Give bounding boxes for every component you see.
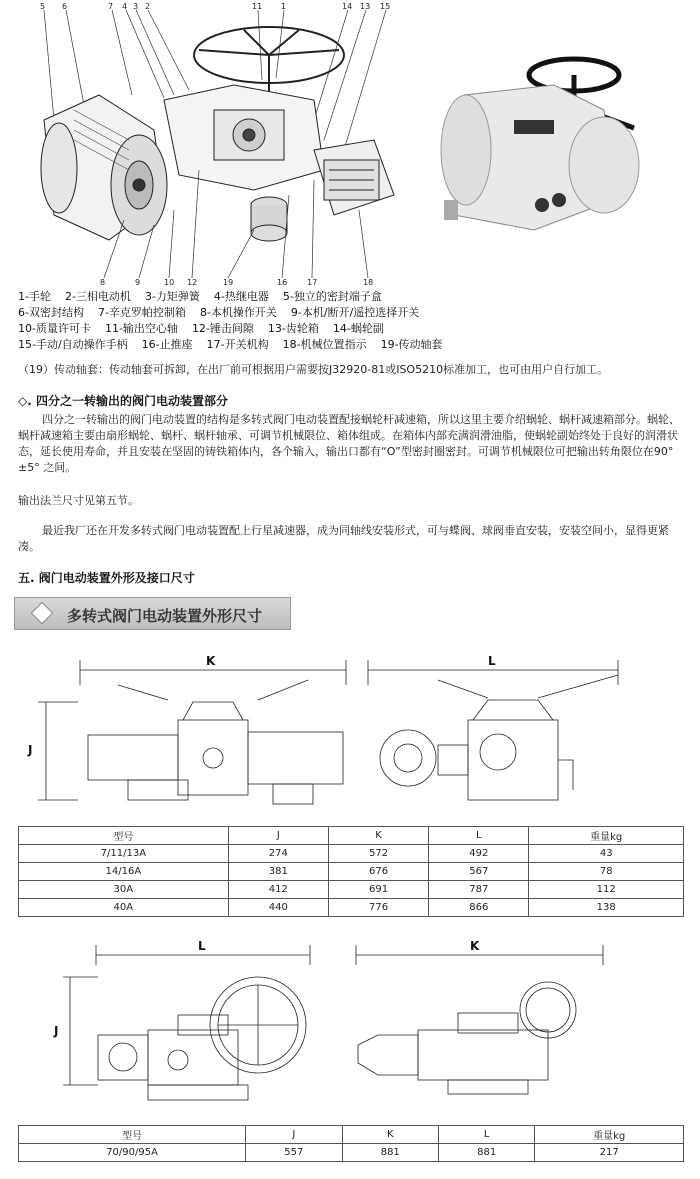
table-row — [19, 881, 684, 899]
callout-18: 18 — [363, 278, 374, 287]
table-header: J — [246, 1126, 342, 1144]
table-cell: 412 — [228, 881, 328, 899]
callout-11: 11 — [252, 2, 263, 11]
table-header: K — [328, 827, 428, 845]
callout-17: 17 — [307, 278, 318, 287]
table-row — [19, 899, 684, 917]
dim-label-l-2: L — [198, 939, 206, 953]
table-cell: 30A — [19, 881, 229, 899]
dimension-drawing-2 — [18, 935, 684, 1119]
table-header-row — [19, 827, 684, 845]
table-cell: 572 — [328, 845, 428, 863]
callout-9: 9 — [135, 278, 141, 287]
callout-3: 3 — [133, 2, 139, 11]
callout-2: 2 — [145, 2, 151, 11]
callout-4: 4 — [122, 2, 128, 11]
dim-label-k-2: K — [470, 939, 480, 953]
table-cell: 881 — [438, 1144, 534, 1162]
table-cell: 787 — [429, 881, 529, 899]
note-19: （19）传动轴套：传动轴套可拆卸，在出厂前可根据用户需要按J32920-81或ISO5210标准加工，也可由用户自行加工。 — [18, 363, 609, 376]
dimension-drawing-1 — [18, 640, 684, 822]
legend-item: 16-止推座 — [141, 338, 193, 351]
legend-item: 11-输出空心轴 — [104, 322, 178, 335]
table-header: K — [342, 1126, 438, 1144]
callout-7: 7 — [108, 2, 114, 11]
table-header: J — [228, 827, 328, 845]
table-cell: 881 — [342, 1144, 438, 1162]
legend-item: 10-质量许可卡 — [18, 322, 91, 335]
section-4-paragraph: 四分之一转输出的阀门电动装置的结构是多转式阀门电动装置配接蜗轮杆减速箱，所以这里主要介绍蜗轮、蜗杆减速箱部分。蜗轮、蜗杆减速箱主要由扇形蜗轮、蜗杆、蜗杆轴承、可调节机械限位、箱体组成。在箱体内部充满润滑油脂，使蜗轮副始终处于良好的润滑状态，延长使用寿命，并且安装在坚固的铸铁箱体内，各个输入，输出口都有“O”型密封圈密封。可调节机械限位可把输出转角限位在90° ±5° 之间。 — [18, 413, 680, 474]
legend-item: 15-手动/自动操作手柄 — [18, 338, 128, 351]
table-cell: 676 — [328, 863, 428, 881]
dim-label-l: L — [488, 654, 496, 668]
parts-legend — [18, 289, 688, 353]
legend-row — [18, 321, 688, 337]
legend-item: 14-蜗轮副 — [332, 322, 384, 335]
diamond-icon — [32, 603, 52, 623]
table-cell: 112 — [529, 881, 684, 899]
legend-item: 6-双密封结构 — [18, 306, 84, 319]
legend-item: 8-本机操作开关 — [199, 306, 277, 319]
legend-item: 5-独立的密封端子盒 — [282, 290, 382, 303]
table-row — [19, 1144, 684, 1162]
callout-16: 16 — [277, 278, 288, 287]
callout-10: 10 — [164, 278, 175, 287]
callout-19: 19 — [223, 278, 234, 287]
callout-12: 12 — [187, 278, 198, 287]
table-cell: 866 — [429, 899, 529, 917]
table-header: L — [438, 1126, 534, 1144]
banner-title: 多转式阀门电动装置外形尺寸 — [67, 607, 263, 625]
table-cell: 440 — [228, 899, 328, 917]
table-header: 重量kg — [535, 1126, 684, 1144]
legend-row — [18, 289, 688, 305]
legend-item: 1-手轮 — [18, 290, 51, 303]
callout-15: 15 — [380, 2, 391, 11]
table-cell: 138 — [529, 899, 684, 917]
section-4-title: ◇. 四分之一转输出的阀门电动装置部分 — [18, 394, 228, 408]
table-row — [19, 863, 684, 881]
legend-item: 19-传动轴套 — [380, 338, 443, 351]
flange-note: 输出法兰尺寸见第五节。 — [18, 494, 139, 507]
exploded-view-figure — [14, 0, 686, 288]
table-cell: 381 — [228, 863, 328, 881]
table-cell: 492 — [429, 845, 529, 863]
table-header: 重量kg — [529, 827, 684, 845]
callout-1: 1 — [281, 2, 287, 11]
legend-item: 2-三相电动机 — [64, 290, 131, 303]
legend-row — [18, 305, 688, 321]
callout-8: 8 — [100, 278, 106, 287]
planetary-paragraph: 最近我厂还在开发多转式阀门电动装置配上行星减速器，成为同轴线安装形式，可与蝶阀、球阀垂直安装，安装空间小，显得更紧凑。 — [18, 524, 669, 553]
table-header-row — [19, 1126, 684, 1144]
legend-item: 12-锤击间隙 — [191, 322, 254, 335]
section-5-title: 五. 阀门电动装置外形及接口尺寸 — [18, 571, 195, 585]
table-cell: 40A — [19, 899, 229, 917]
legend-item: 13-齿轮箱 — [267, 322, 319, 335]
table-cell: 217 — [535, 1144, 684, 1162]
dim-label-k: K — [206, 654, 216, 668]
callout-13: 13 — [360, 2, 371, 11]
table-cell: 43 — [529, 845, 684, 863]
callout-14: 14 — [342, 2, 353, 11]
table-cell: 78 — [529, 863, 684, 881]
legend-item: 7-辛克罗帕控制箱 — [97, 306, 186, 319]
table-cell: 557 — [246, 1144, 342, 1162]
callout-5: 5 — [40, 2, 46, 11]
table-cell: 274 — [228, 845, 328, 863]
dimension-banner — [14, 597, 291, 630]
table-header: L — [429, 827, 529, 845]
dim-label-j-2: J — [54, 1024, 59, 1038]
table-cell: 567 — [429, 863, 529, 881]
table-cell: 7/11/13A — [19, 845, 229, 863]
table-row — [19, 845, 684, 863]
legend-item: 17-开关机构 — [206, 338, 269, 351]
legend-item: 18-机械位置指示 — [282, 338, 367, 351]
legend-item: 3-力矩弹簧 — [144, 290, 200, 303]
legend-row — [18, 337, 688, 353]
table-cell: 70/90/95A — [19, 1144, 246, 1162]
table-cell: 776 — [328, 899, 428, 917]
table-header: 型号 — [19, 1126, 246, 1144]
table-cell: 691 — [328, 881, 428, 899]
dim-label-j: J — [28, 743, 33, 757]
callout-6: 6 — [62, 2, 68, 11]
spec-table-2 — [18, 1125, 684, 1162]
spec-table-1 — [18, 826, 684, 917]
table-cell: 14/16A — [19, 863, 229, 881]
table-header: 型号 — [19, 827, 229, 845]
legend-item: 9-本机/断开/遥控选择开关 — [290, 306, 420, 319]
legend-item: 4-热继电器 — [213, 290, 269, 303]
